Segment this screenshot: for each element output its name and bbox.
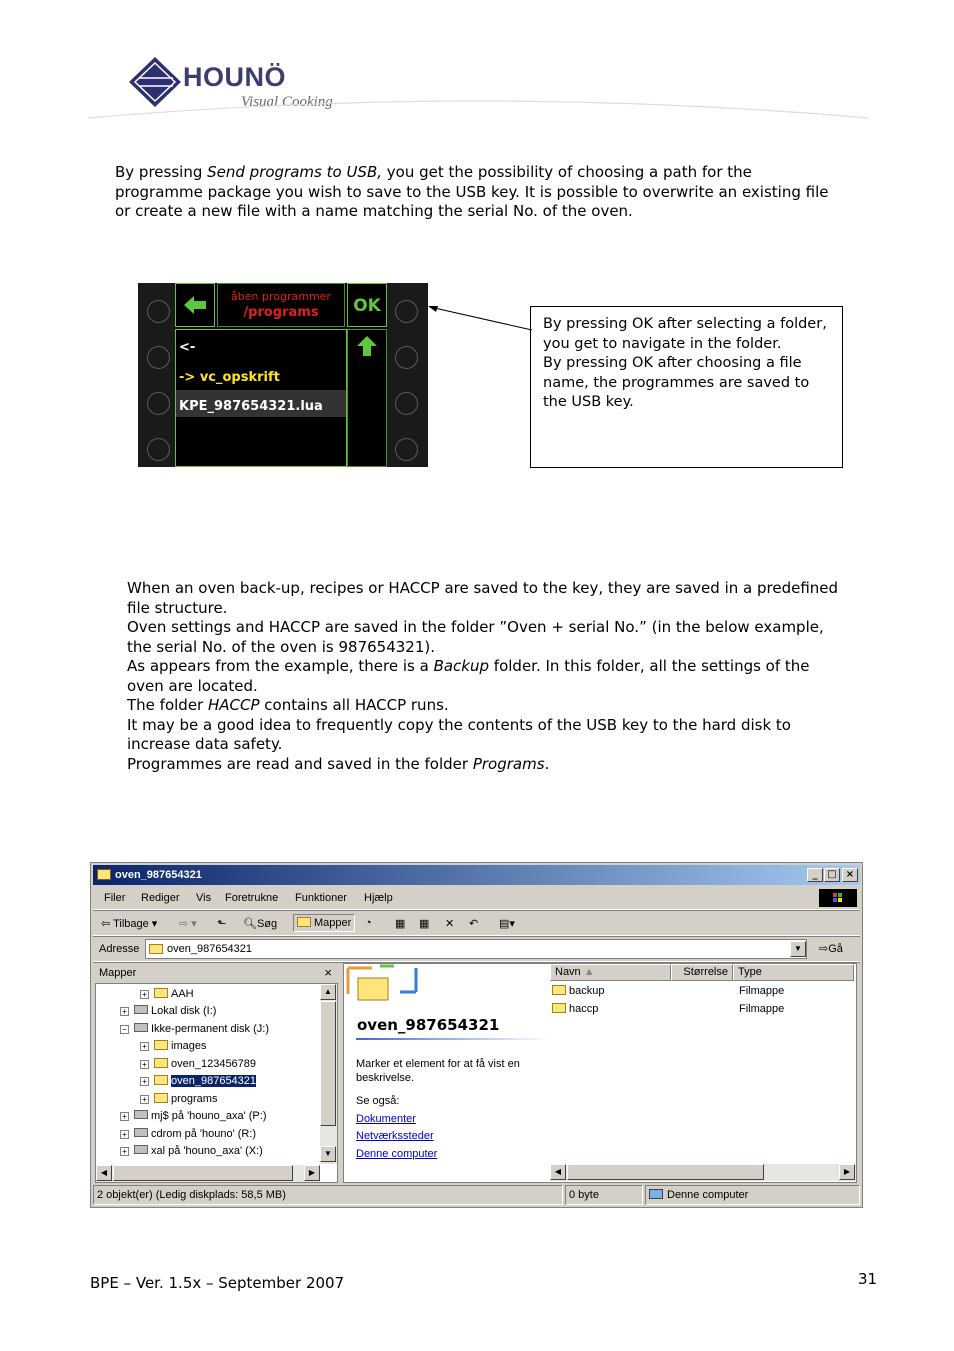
address-value: oven_987654321: [167, 943, 253, 955]
oven-header: [217, 283, 345, 327]
expand-icon[interactable]: +: [120, 1130, 129, 1139]
tree-item-network-p[interactable]: [120, 1110, 267, 1122]
explorer-titlebar[interactable]: [93, 865, 860, 885]
column-name-label: Navn: [555, 966, 581, 978]
callout-box: [530, 306, 843, 468]
oven-button-right-2[interactable]: [395, 346, 418, 369]
views-icon[interactable]: ▤▾: [499, 918, 515, 930]
intro-after: you get the possibility of choosing a path for the programme package you wish to save to the USB key. It is possible to overwrite an existing file or create a new file with a name matching the serial No. of the oven.: [115, 163, 829, 220]
scroll-down-button[interactable]: ▼: [320, 1146, 336, 1162]
tree-vertical-scrollbar[interactable]: [320, 984, 337, 1164]
logo-brand: HOUNÖ: [183, 62, 286, 92]
menu-funktioner[interactable]: Funktioner: [295, 892, 347, 904]
copy-to-icon[interactable]: ▦: [419, 918, 430, 930]
close-button[interactable]: ×: [842, 868, 858, 882]
expand-icon[interactable]: +: [140, 1060, 149, 1069]
column-type[interactable]: Type: [733, 964, 854, 981]
window-title: oven_987654321: [115, 869, 202, 881]
network-drive-icon: [134, 1145, 148, 1154]
explorer-window: [90, 862, 863, 1208]
tree-label: Lokal disk (I:): [151, 1005, 217, 1017]
file-row-haccp[interactable]: [550, 1003, 850, 1015]
status-location-label: Denne computer: [667, 1189, 749, 1201]
oven-button-left-3[interactable]: [147, 392, 170, 415]
intro-paragraph: [115, 163, 835, 222]
oven-file-list: [175, 329, 347, 467]
link-denne-computer[interactable]: Denne computer: [356, 1148, 438, 1160]
tree-item-aah[interactable]: [140, 988, 194, 1000]
menu-foretrukne[interactable]: Foretrukne: [225, 892, 279, 904]
footer-text: BPE – Ver. 1.5x – September 2007: [90, 1274, 345, 1292]
column-size[interactable]: Størrelse: [671, 964, 733, 981]
intro-before: By pressing: [115, 163, 208, 181]
folders-icon: [297, 917, 311, 927]
file-list: [550, 964, 856, 1182]
folder-icon: [154, 1058, 168, 1068]
oven-button-right-1[interactable]: [395, 300, 418, 323]
tree-label: Ikke-permanent disk (J:): [151, 1023, 269, 1035]
search-button-label: Søg: [256, 918, 278, 930]
menu-rediger[interactable]: Rediger: [141, 892, 180, 904]
drive-icon: [134, 1023, 148, 1032]
callout-pointer-arrow: [420, 300, 535, 335]
oven-list-item-file[interactable]: KPE_987654321.lua: [179, 399, 323, 414]
sort-ascending-icon: ▲: [583, 966, 595, 978]
tree-item-oven-987654321[interactable]: [140, 1075, 256, 1087]
folder-icon: [154, 1040, 168, 1050]
body-p6-emph: Programs: [472, 754, 545, 773]
scroll-thumb[interactable]: [320, 1001, 336, 1126]
file-type: Filmappe: [739, 985, 785, 997]
oven-scroll-column: [347, 329, 387, 467]
network-drive-icon: [134, 1128, 148, 1137]
tree-item-oven-123456789[interactable]: [140, 1058, 256, 1070]
address-label: Adresse: [99, 943, 140, 955]
info-divider: [356, 1038, 550, 1040]
expand-icon[interactable]: +: [120, 1147, 129, 1156]
history-icon[interactable]: ◔: [365, 917, 372, 929]
tree-label: programs: [171, 1093, 218, 1105]
folders-pane: [95, 963, 338, 1183]
body-p6-b: .: [544, 754, 550, 773]
body-p6: [127, 755, 841, 775]
column-name[interactable]: [550, 964, 671, 981]
logo-swoosh: [88, 98, 868, 122]
expand-icon[interactable]: +: [140, 1095, 149, 1104]
undo-icon[interactable]: ↶: [469, 918, 479, 930]
oven-button-left-4[interactable]: [147, 438, 170, 461]
content-pane: [343, 963, 857, 1183]
tree-item-images[interactable]: [140, 1040, 206, 1052]
logo-tagline: Visual Cooking: [241, 94, 333, 110]
oven-back-button[interactable]: [175, 283, 215, 327]
page-number: 31: [858, 1270, 878, 1288]
info-description: Marker et element for at få vist en beskrivelse.: [356, 1058, 520, 1084]
expand-icon[interactable]: +: [140, 1042, 149, 1051]
go-button[interactable]: ⇨Gå: [819, 943, 843, 955]
tree-horizontal-scrollbar[interactable]: [96, 1165, 320, 1182]
tree-item-network-r[interactable]: [120, 1128, 256, 1140]
tree-item-programs[interactable]: [140, 1093, 217, 1105]
folder-icon: [154, 1093, 168, 1103]
body-p4: [127, 696, 841, 716]
body-p6-a: Programmes are read and saved in the folder: [127, 754, 473, 773]
menu-hjaelp[interactable]: Hjælp: [364, 892, 393, 904]
status-objects: 2 objekt(er) (Ledig diskplads: 58,5 MB): [93, 1185, 563, 1205]
folders-button-label: Mapper: [314, 917, 352, 929]
expand-icon[interactable]: +: [120, 1007, 129, 1016]
body-p3: [127, 657, 841, 696]
body-p1: When an oven back-up, recipes or HACCP are saved to the key, they are saved in a predefined file structure.: [127, 579, 839, 617]
file-name: haccp: [569, 1003, 599, 1015]
network-drive-icon: [134, 1110, 148, 1119]
info-title: oven_987654321: [357, 1016, 500, 1034]
body-p4-b: contains all HACCP runs.: [259, 696, 449, 714]
body-p4-emph: HACCP: [207, 696, 260, 714]
move-to-icon[interactable]: ▦: [395, 918, 406, 930]
callout-line-2: By pressing OK after choosing a file name, the programmes are saved to the USB key.: [543, 355, 810, 410]
minimize-button[interactable]: _: [807, 868, 823, 882]
address-input[interactable]: [145, 939, 807, 959]
up-folder-icon[interactable]: ⬑: [217, 918, 227, 930]
folders-button[interactable]: [293, 914, 355, 932]
scroll-right-button[interactable]: ▶: [839, 1164, 855, 1180]
oven-header-title: åben programmer: [231, 290, 331, 303]
expand-icon[interactable]: +: [120, 1112, 129, 1121]
oven-button-left-2[interactable]: [147, 346, 170, 369]
address-dropdown-button[interactable]: ▼: [790, 941, 806, 957]
link-dokumenter[interactable]: Dokumenter: [356, 1113, 416, 1125]
file-name: backup: [569, 985, 605, 997]
tree-item-removable-disk[interactable]: [120, 1023, 269, 1035]
folder-tree: [95, 983, 338, 1183]
oven-list-item-folder[interactable]: -> vc_opskrift: [179, 370, 280, 385]
body-p3-b: folder. In this folder, all the settings of the oven are located.: [127, 657, 810, 695]
file-type: Filmappe: [739, 1003, 785, 1015]
folder-icon: [552, 985, 566, 995]
tree-label-selected: oven_987654321: [171, 1075, 257, 1087]
menu-filer[interactable]: Filer: [104, 892, 126, 904]
delete-icon[interactable]: ✕: [445, 918, 455, 930]
body-p5: It may be a good idea to frequently copy the contents of the USB key to the hard disk to increase data safety.: [127, 715, 791, 753]
link-netvaerkssteder[interactable]: Netværkssteder: [356, 1130, 434, 1142]
folder-icon: [552, 1003, 566, 1013]
see-also-label: Se også:: [356, 1095, 400, 1107]
files-horizontal-scrollbar[interactable]: [550, 1164, 856, 1181]
expand-icon[interactable]: +: [140, 990, 149, 999]
menu-vis[interactable]: Vis: [196, 892, 212, 904]
expand-icon[interactable]: +: [140, 1077, 149, 1086]
scroll-h-thumb[interactable]: [113, 1165, 293, 1181]
tree-label: mj$ på 'houno_axa' (P:): [151, 1110, 267, 1122]
body-p4-a: The folder: [127, 696, 208, 714]
up-arrow-icon[interactable]: [348, 330, 386, 360]
back-button[interactable]: ⇦ Tilbage ▾: [101, 918, 158, 930]
file-row-backup[interactable]: [550, 985, 850, 997]
callout-line-1: By pressing OK after selecting a folder, you get to navigate in the folder.: [543, 316, 827, 352]
oven-ok-button[interactable]: OK: [347, 283, 387, 327]
back-button-label: Tilbage: [113, 918, 149, 930]
folder-banner-graphic: [344, 964, 469, 1004]
body-p2: Oven settings and HACCP are saved in the folder ”Oven + serial No.” (in the below example, the serial No. of the oven is 987654321).: [127, 618, 824, 656]
scroll-left-button[interactable]: ◀: [96, 1165, 112, 1181]
drive-icon: [134, 1005, 148, 1014]
tree-item-local-disk[interactable]: [120, 1005, 216, 1017]
scroll-right-button[interactable]: ▶: [304, 1165, 320, 1181]
address-bar: [93, 937, 860, 962]
tree-item-network-x[interactable]: [120, 1145, 263, 1157]
folder-open-icon: [97, 869, 111, 880]
folder-icon: [154, 988, 168, 998]
folder-icon: [154, 1075, 168, 1085]
status-location: [645, 1185, 860, 1205]
address-folder-icon: [149, 944, 163, 954]
tree-label: xal på 'houno_axa' (X:): [151, 1145, 263, 1157]
folders-pane-close-icon[interactable]: ×: [324, 965, 332, 980]
scroll-h-thumb[interactable]: [567, 1164, 764, 1180]
oven-list-item-up[interactable]: <-: [179, 340, 196, 355]
scroll-left-button[interactable]: ◀: [550, 1164, 566, 1180]
scroll-up-button[interactable]: ▲: [320, 984, 336, 1000]
oven-button-right-4[interactable]: [395, 438, 418, 461]
status-bar: [93, 1185, 860, 1205]
windows-logo-icon: [819, 889, 857, 907]
oven-button-right-3[interactable]: [395, 392, 418, 415]
computer-icon: [649, 1189, 663, 1199]
menu-bar: [93, 887, 860, 910]
tree-label: oven_123456789: [171, 1058, 257, 1070]
tree-label: AAH: [171, 988, 194, 1000]
body-p3-emph: Backup: [433, 657, 490, 675]
toolbar: [93, 911, 860, 936]
back-arrow-icon: [176, 284, 214, 326]
oven-display: [138, 283, 428, 467]
maximize-button[interactable]: □: [824, 868, 840, 882]
folders-pane-title: Mapper: [99, 967, 137, 979]
body-p3-a: As appears from the example, there is a: [127, 657, 434, 675]
body-text: [127, 579, 841, 774]
go-label: Gå: [828, 943, 843, 955]
oven-button-left-1[interactable]: [147, 300, 170, 323]
status-size: 0 byte: [565, 1185, 643, 1205]
forward-button[interactable]: ⇨ ▾: [179, 918, 197, 930]
intro-emphasis: Send programs to USB,: [207, 163, 382, 181]
oven-screen: [175, 283, 387, 467]
oven-header-path: /programs: [243, 305, 319, 320]
collapse-icon[interactable]: −: [120, 1025, 129, 1034]
search-button[interactable]: 🔍︎Søg: [243, 918, 278, 930]
tree-label: cdrom på 'houno' (R:): [151, 1128, 257, 1140]
tree-label: images: [171, 1040, 207, 1052]
